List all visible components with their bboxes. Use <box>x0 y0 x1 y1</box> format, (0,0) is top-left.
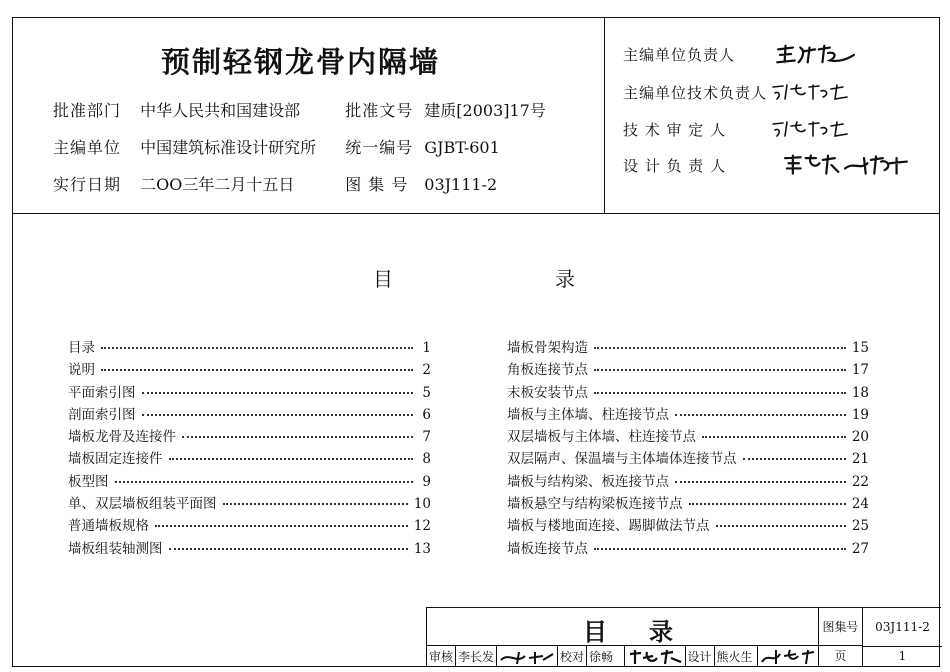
toc-item-page: 10 <box>413 496 431 513</box>
title-block-signoff-row <box>427 646 819 667</box>
toc-leader <box>169 548 408 550</box>
toc-item[interactable] <box>68 492 431 514</box>
toc-item[interactable] <box>507 403 869 425</box>
toc-leader <box>223 503 408 505</box>
toc-right-column <box>507 336 869 559</box>
check-label: 校对 <box>558 646 587 667</box>
toc-item-page: 2 <box>422 362 431 379</box>
toc-leader <box>594 347 846 349</box>
toc-item-page: 21 <box>851 451 869 468</box>
toc-item[interactable] <box>507 336 869 358</box>
toc-item-page: 19 <box>851 406 869 423</box>
toc-item-page: 27 <box>851 540 869 557</box>
toc-item-title: 墙板悬空与结构梁板连接节点 <box>507 496 683 513</box>
reviewer-signature <box>497 646 558 667</box>
toc-leader <box>594 392 846 394</box>
signature-image <box>627 648 683 666</box>
toc-left-column <box>68 336 431 559</box>
toc-leader <box>101 347 413 349</box>
resp-row-tech <box>623 80 851 104</box>
signature-image <box>771 117 851 141</box>
toc-item-title: 说明 <box>68 362 95 379</box>
toc-item-page: 25 <box>851 518 869 535</box>
toc-item-page: 6 <box>422 406 431 423</box>
approval-doc-label: 批准文号 <box>345 101 414 120</box>
approval-dept-label: 批准部门 <box>53 101 122 120</box>
toc-item-page: 7 <box>422 429 431 446</box>
toc-item[interactable] <box>507 470 869 492</box>
toc-item-page: 22 <box>851 473 869 490</box>
toc-item-title: 普通墙板规格 <box>68 518 149 535</box>
toc-item-title: 墙板与楼地面连接、踢脚做法节点 <box>507 518 710 535</box>
design-label: 设计 <box>686 646 715 667</box>
resp-label: 主编单位技术负责人 <box>623 83 768 102</box>
designer-name: 熊火生 <box>715 646 758 667</box>
toc-item-page: 15 <box>851 340 869 356</box>
toc-item-title: 目录 <box>68 340 95 356</box>
resp-row-chief <box>623 42 861 66</box>
toc-item-title: 末板安装节点 <box>507 384 588 401</box>
toc-heading-left: 目 <box>373 267 393 291</box>
toc-leader <box>689 503 846 505</box>
toc-item-title: 墙板固定连接件 <box>68 451 163 468</box>
effective-date-value: 二OO三年二月十五日 <box>140 175 295 194</box>
toc-leader <box>594 369 846 371</box>
toc-item[interactable] <box>507 492 869 514</box>
toc-leader <box>155 525 408 527</box>
checker-signature <box>625 646 686 667</box>
toc-leader <box>716 525 846 527</box>
toc-item-title: 墙板龙骨及连接件 <box>68 429 176 446</box>
title-block-title-right: 录 <box>649 617 673 646</box>
toc-item[interactable] <box>507 381 869 403</box>
toc-item-title: 平面索引图 <box>68 384 136 401</box>
toc-item-page: 5 <box>422 384 431 401</box>
atlas-number-label: 图集号 <box>819 608 863 646</box>
toc-item[interactable] <box>68 425 431 447</box>
toc-item[interactable] <box>68 381 431 403</box>
toc-item-page: 9 <box>422 473 431 490</box>
toc-item[interactable] <box>507 514 869 536</box>
effective-date-label: 实行日期 <box>53 175 122 194</box>
toc-item-title: 墙板组装轴测图 <box>68 540 163 557</box>
info-row-editor <box>53 135 564 158</box>
info-row-date <box>53 172 564 195</box>
toc-item[interactable] <box>68 447 431 469</box>
resp-row-design <box>623 153 921 177</box>
atlas-number-label: 图 集 号 <box>345 175 409 194</box>
drawing-frame <box>12 17 940 667</box>
resp-label: 设 计 负 责 人 <box>623 156 727 175</box>
toc-item[interactable] <box>68 514 431 536</box>
resp-row-review <box>623 117 851 141</box>
toc-item-title: 墙板与主体墙、柱连接节点 <box>507 406 669 423</box>
toc-item-title: 板型图 <box>68 473 109 490</box>
header-vertical-divider <box>604 18 605 213</box>
signature-image <box>771 80 851 104</box>
checker-name: 徐畅 <box>587 646 624 667</box>
toc-item-title: 单、双层墙板组装平面图 <box>68 496 217 513</box>
toc-item-page: 24 <box>851 496 869 513</box>
toc-item-page: 18 <box>851 384 869 401</box>
toc-heading-right: 录 <box>555 267 575 291</box>
toc-item-title: 墙板与结构梁、板连接节点 <box>507 473 669 490</box>
toc-item[interactable] <box>507 425 869 447</box>
toc-item[interactable] <box>68 403 431 425</box>
toc-item[interactable] <box>68 470 431 492</box>
toc-leader <box>169 458 414 460</box>
atlas-number-value: 03J111-2 <box>424 175 498 194</box>
title-block-main <box>427 608 819 646</box>
resp-label: 主编单位负责人 <box>623 45 736 64</box>
editor-unit-value: 中国建筑标准设计研究所 <box>140 138 317 157</box>
designer-signature <box>758 646 818 667</box>
toc-item-title: 墙板连接节点 <box>507 540 588 557</box>
toc-item-page: 20 <box>851 429 869 446</box>
info-row-approval <box>53 98 564 121</box>
toc-item[interactable] <box>507 537 869 559</box>
toc-leader <box>675 414 846 416</box>
approval-doc-value: 建质[2003]17号 <box>424 101 546 120</box>
toc-leader <box>743 458 846 460</box>
toc-item-page: 13 <box>413 540 431 557</box>
resp-label: 技 术 审 定 人 <box>623 120 727 139</box>
toc-item-page: 1 <box>422 340 431 356</box>
toc-leader <box>675 481 846 483</box>
toc-leader <box>101 369 413 371</box>
toc-item[interactable] <box>68 358 431 380</box>
page-number: 1 <box>898 649 907 663</box>
signature-image <box>771 42 861 66</box>
toc-leader <box>594 548 846 550</box>
toc-item-title: 剖面索引图 <box>68 406 136 423</box>
atlas-title: 预制轻钢龙骨内隔墙 <box>161 45 441 79</box>
toc-item-title: 角板连接节点 <box>507 362 588 379</box>
toc-leader <box>182 436 413 438</box>
toc-item[interactable] <box>507 358 869 380</box>
toc-item-page: 17 <box>851 362 869 379</box>
toc-leader <box>702 436 846 438</box>
toc-item[interactable] <box>68 537 431 559</box>
toc-leader <box>142 414 414 416</box>
title-block-title-left: 目 <box>583 617 607 646</box>
signature-image <box>771 153 921 177</box>
toc-item[interactable] <box>68 336 431 358</box>
toc-item-page: 12 <box>413 518 431 535</box>
unified-number-label: 统一编号 <box>345 138 414 157</box>
atlas-number-value: 03J111-2 <box>863 608 942 647</box>
unified-number-value: GJBT-601 <box>424 138 500 157</box>
toc-item[interactable] <box>507 447 869 469</box>
page-label: 页 <box>819 646 863 667</box>
toc-item-title: 双层墙板与主体墙、柱连接节点 <box>507 429 696 446</box>
editor-unit-label: 主编单位 <box>53 138 122 157</box>
signature-image <box>760 648 816 666</box>
toc-leader <box>142 392 414 394</box>
title-block <box>426 607 941 666</box>
header-divider <box>13 213 939 214</box>
toc-item-page: 8 <box>422 451 431 468</box>
reviewer-name: 李长发 <box>456 646 497 667</box>
toc-item-title: 双层隔声、保温墙与主体墙体连接节点 <box>507 451 737 468</box>
toc-item-title: 墙板骨架构造 <box>507 340 588 356</box>
approval-dept-value: 中华人民共和国建设部 <box>140 101 301 120</box>
toc-leader <box>115 481 414 483</box>
signature-image <box>499 648 555 666</box>
review-label: 审核 <box>427 646 456 667</box>
